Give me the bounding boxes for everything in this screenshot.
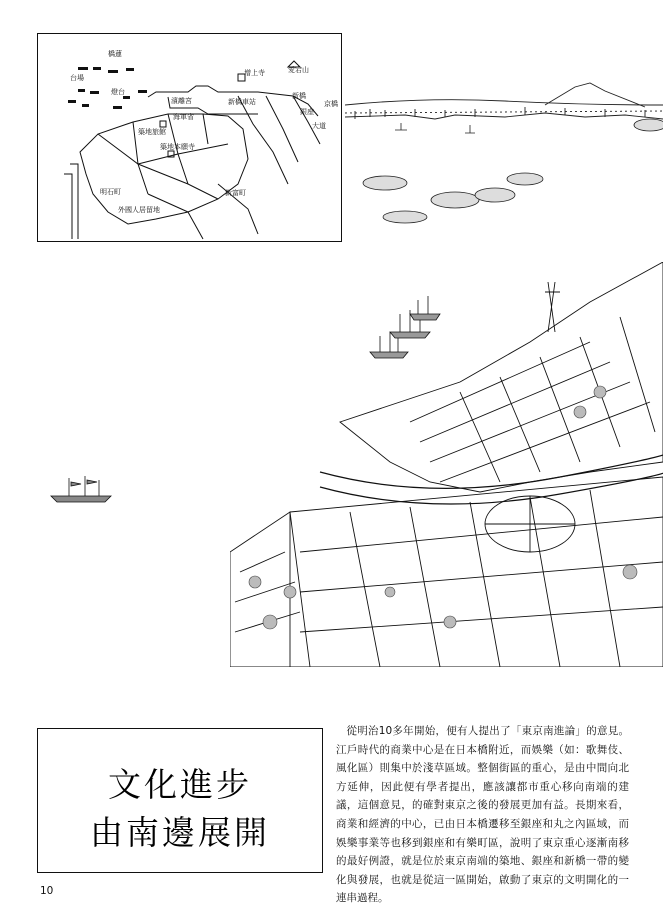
map-drawing xyxy=(38,34,341,241)
title-line-2: 由南邊展開 xyxy=(90,813,270,852)
map-label-kaigunsho: 海軍省 xyxy=(173,113,194,121)
map-label-shinagawa: 橋蓮 xyxy=(108,50,122,58)
map-label-tsukiji-honganji: 築地本願寺 xyxy=(160,143,195,151)
map-label-atagoyama: 愛宕山 xyxy=(288,66,309,74)
map-label-ginza: 銀座 xyxy=(300,108,314,116)
map-label-akashicho: 明石町 xyxy=(100,188,121,196)
map-label-lighthouse: 燈台 xyxy=(111,88,125,96)
body-paragraph: 從明治10多年開始，便有人提出了「東京南進論」的意見。江戶時代的商業中心是在日本橋附近，而娛樂（如：歌舞伎、風化區）則集中於淺草區域。整個街區的重心，是由中間向北方延伸，因此便有學者提出，應該讓都市重心移向南端的建議，這個意見，的確對東京之後的發展更加有益。長期來看，商業和經濟的中心，已由日本橋遷移至銀座和丸之內區域，而娛樂事業等也移到銀座和有樂町區，說明了東京重心逐漸南移的最好例證，就是位於東京南端的築地、銀座和新橋一帶的變化與發展，也就是從這一區開始，啟動了東京的文明開化的一連串過程。 xyxy=(336,725,629,905)
map-label-shintomicho: 新富町 xyxy=(225,189,246,197)
map-label-tsukiji-hotel: 築地旅館 xyxy=(138,128,166,136)
sailing-ship-icon xyxy=(410,314,440,320)
map-label-hama-rikyu: 濱離宮 xyxy=(171,97,192,105)
island-icon xyxy=(383,211,427,223)
map-label-kyobashi: 京橋 xyxy=(324,100,338,108)
title-box xyxy=(37,728,323,873)
harbor-sketch xyxy=(345,75,663,235)
tsukiji-birdseye-illustration xyxy=(230,262,663,667)
island-icon xyxy=(431,192,479,208)
steamer-ship-icon xyxy=(47,474,117,506)
sailing-ship-icon xyxy=(370,352,408,358)
map-label-shinbashi-station: 新橋車站 xyxy=(228,98,256,106)
island-icon xyxy=(507,173,543,185)
page-number: 10 xyxy=(40,885,54,897)
island-icon xyxy=(363,176,407,190)
sailing-ship-icon xyxy=(390,332,430,338)
map-label-foreign-settlement: 外國人居留地 xyxy=(118,206,160,214)
title-line-1: 文化進步 xyxy=(108,765,252,804)
island-icon xyxy=(475,188,515,202)
inset-map xyxy=(37,33,342,242)
map-label-daiba: 台場 xyxy=(70,74,84,82)
map-label-zojoji: 增上寺 xyxy=(244,69,265,77)
map-label-odori: 大道 xyxy=(312,122,326,130)
map-label-shinbashi: 新橋 xyxy=(292,92,306,100)
